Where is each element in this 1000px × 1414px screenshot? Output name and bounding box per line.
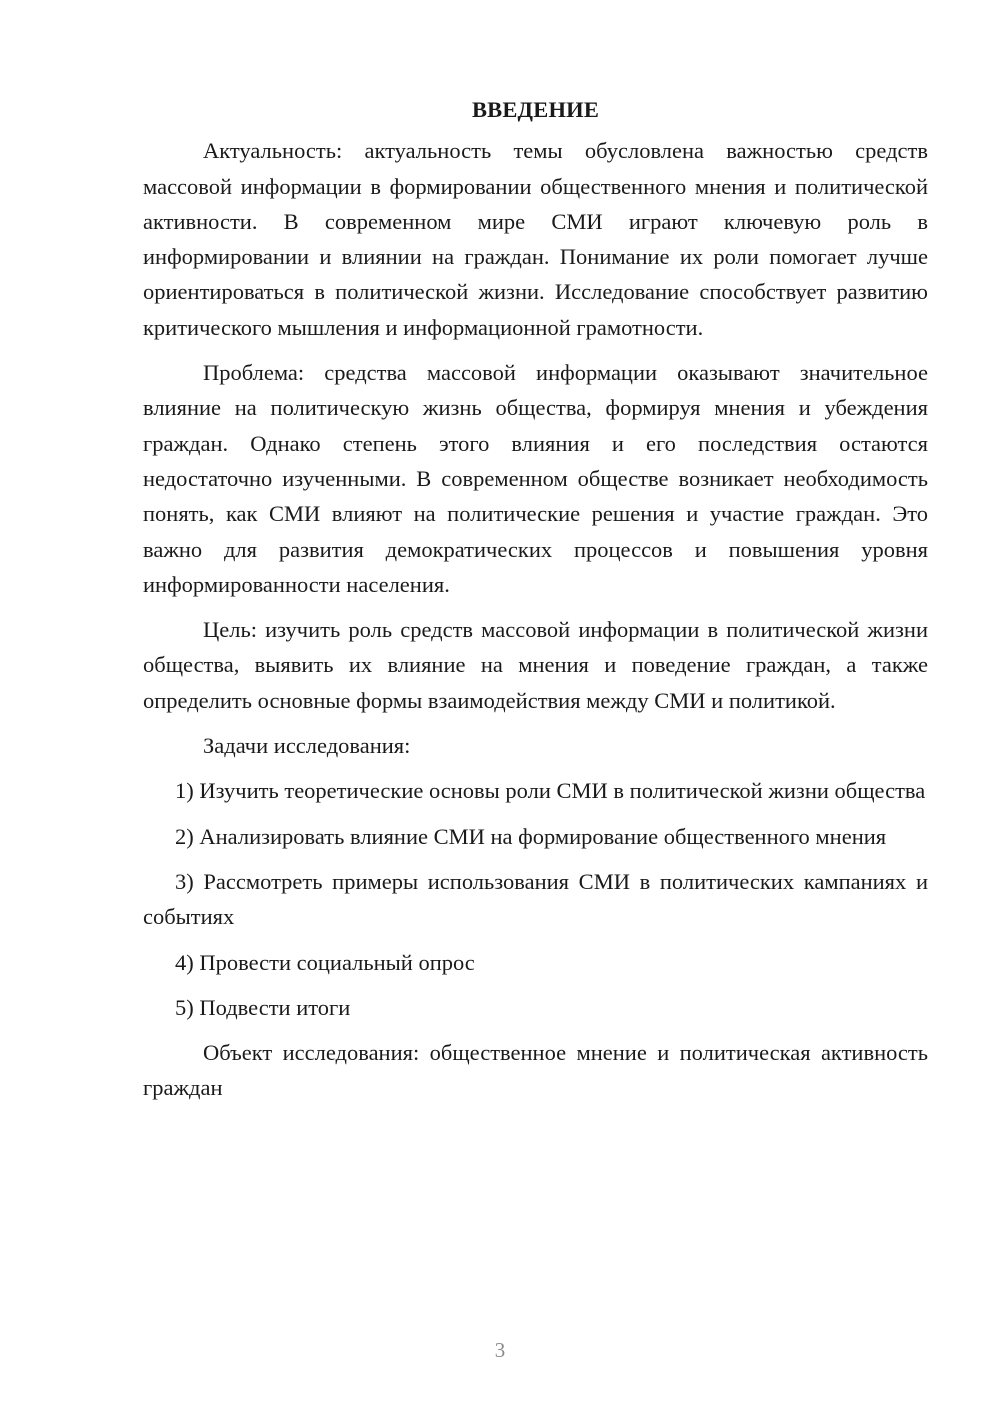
task-item: 3) Рассмотреть примеры использования СМИ в политических кампаниях и событиях	[143, 868, 928, 930]
page-title: ВВЕДЕНИЕ	[471, 97, 600, 122]
document-body	[143, 92, 928, 1116]
problem-paragraph: Проблема: средства массовой информации оказывают значительное влияние на политическую жизнь общества, формируя мнения и убеждения граждан. Однако степень этого влияния и его последствия остаются недостаточно изученными. В современном обществе возникает необходимость понять, как СМИ влияют на политические решения и участие граждан. Это важно для развития демократических процессов и повышения уровня информированности населения.	[143, 360, 928, 597]
task-item: 5) Подвести итоги	[175, 994, 351, 1020]
task-item: 2) Анализировать влияние СМИ на формирование общественного мнения	[175, 823, 887, 849]
tasks-heading: Задачи исследования:	[203, 733, 411, 759]
task-item: 1) Изучить теоретические основы роли СМИ в политической жизни общества	[175, 778, 926, 804]
task-item: 4) Провести социальный опрос	[175, 949, 475, 975]
relevance-paragraph: Актуальность: актуальность темы обусловлена важностью средств массовой информации в формировании общественного мнения и политической активности. В современном мире СМИ играют ключевую роль в информировании и влиянии на граждан. Понимание их роли помогает лучше ориентироваться в политической жизни. Исследование способствует развитию критического мышления и информационной грамотности.	[143, 138, 928, 340]
object-paragraph: Объект исследования: общественное мнение и политическая активность граждан	[143, 1040, 928, 1101]
goal-paragraph: Цель: изучить роль средств массовой информации в политической жизни общества, выявить их влияние на мнения и поведение граждан, а также определить основные формы взаимодействия между СМИ и политикой.	[143, 617, 928, 713]
page-number: 3	[494, 1338, 506, 1362]
